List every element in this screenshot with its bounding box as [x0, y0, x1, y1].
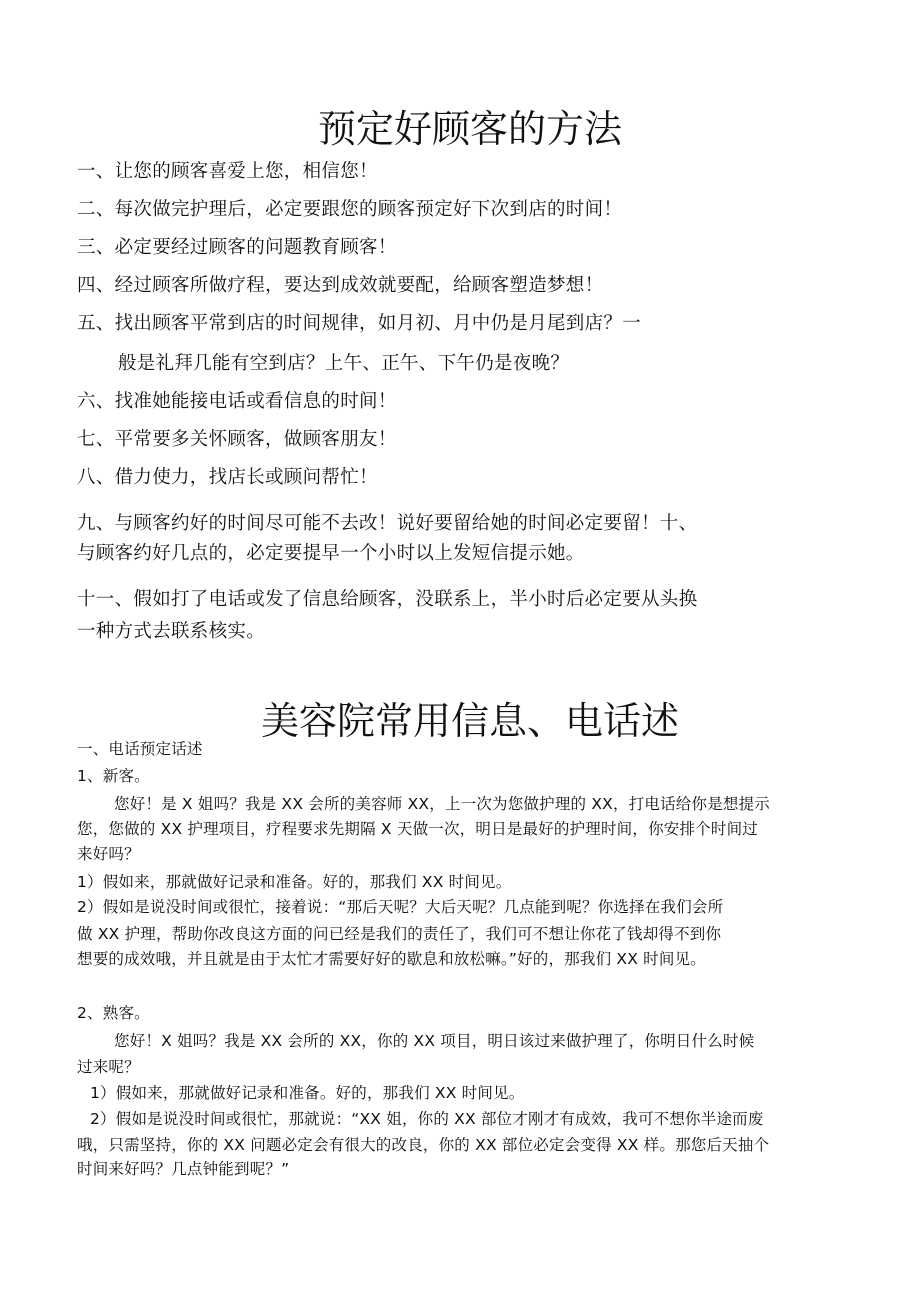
paragraph-line: 时间来好吗？几点钟能到呢？” [77, 1160, 290, 1178]
paragraph-line: 您好！是 X 姐吗？我是 XX 会所的美容师 XX，上一次为您做护理的 XX，打电话给你是想提示 [114, 795, 770, 813]
paragraph-line: 1）假如来，那就做好记录和准备。好的，那我们 XX 时间见。 [90, 1084, 525, 1102]
paragraph-line: 您好！X 姐吗？我是 XX 会所的 XX，你的 XX 项目，明日该过来做护理了，你明日什么时候 [114, 1032, 755, 1050]
list-item: 九、与顾客约好的时间尽可能不去改！说好要留给她的时间必定要留！十、 [77, 513, 698, 534]
subheading: 2、熟客。 [77, 1004, 150, 1022]
list-item: 三、必定要经过顾客的问题教育顾客！ [77, 237, 397, 258]
list-item: 六、找准她能接电话或看信息的时间！ [77, 391, 397, 412]
list-item: 一种方式去联系核实。 [77, 621, 266, 642]
list-item: 八、借力使力，找店长或顾问帮忙！ [77, 467, 378, 488]
paragraph-line: 来好吗？ [77, 845, 140, 863]
paragraph-line: 想要的成效哦，并且就是由于太忙才需要好好的歇息和放松嘛。”好的，那我们 XX 时间见。 [77, 950, 706, 968]
paragraph-line: 做 XX 护理，帮助你改良这方面的问已经是我们的责任了，我们可不想让你花了钱却得不到你 [77, 925, 722, 943]
list-item: 十一、假如打了电话或发了信息给顾客，没联系上，半小时后必定要从头换 [77, 589, 698, 610]
list-item: 五、找出顾客平常到店的时间规律，如月初、月中仍是月尾到店？一 [77, 313, 642, 334]
subheading: 一、电话预定话述 [77, 740, 203, 758]
section-title-phone-scripts: 美容院常用信息、电话述 [260, 699, 679, 743]
paragraph-line: 2）假如是说没时间或很忙，接着说：“那后天呢？大后天呢？几点能到呢？你选择在我们会所 [77, 898, 724, 916]
list-item: 与顾客约好几点的，必定要提早一个小时以上发短信提示她。 [77, 543, 585, 564]
list-item: 七、平常要多关怀顾客，做顾客朋友！ [77, 429, 397, 450]
list-item: 二、每次做完护理后，必定要跟您的顾客预定好下次到店的时间！ [77, 199, 623, 220]
section-title-booking-methods: 预定好顾客的方法 [317, 107, 622, 151]
list-item: 一、让您的顾客喜爱上您，相信您！ [77, 161, 378, 182]
paragraph-line: 2）假如是说没时间或很忙，那就说：“XX 姐，你的 XX 部位才刚才有成效，我可不想你半途而废 [90, 1110, 764, 1128]
subheading: 1、新客。 [77, 767, 150, 785]
paragraph-line: 您，您做的 XX 护理项目，疗程要求先期隔 X 天做一次，明日是最好的护理时间，你安排个时间过 [77, 820, 758, 838]
list-item: 四、经过顾客所做疗程，要达到成效就要配，给顾客塑造梦想！ [77, 275, 604, 296]
paragraph-line: 过来呢？ [77, 1058, 140, 1076]
paragraph-line: 1）假如来，那就做好记录和准备。好的，那我们 XX 时间见。 [77, 873, 512, 891]
list-item: 般是礼拜几能有空到店？上午、正午、下午仍是夜晚？ [118, 353, 570, 374]
paragraph-line: 哦，只需坚持，你的 XX 问题必定会有很大的改良，你的 XX 部位必定会变得 XX 样。那您后天抽个 [77, 1136, 770, 1154]
